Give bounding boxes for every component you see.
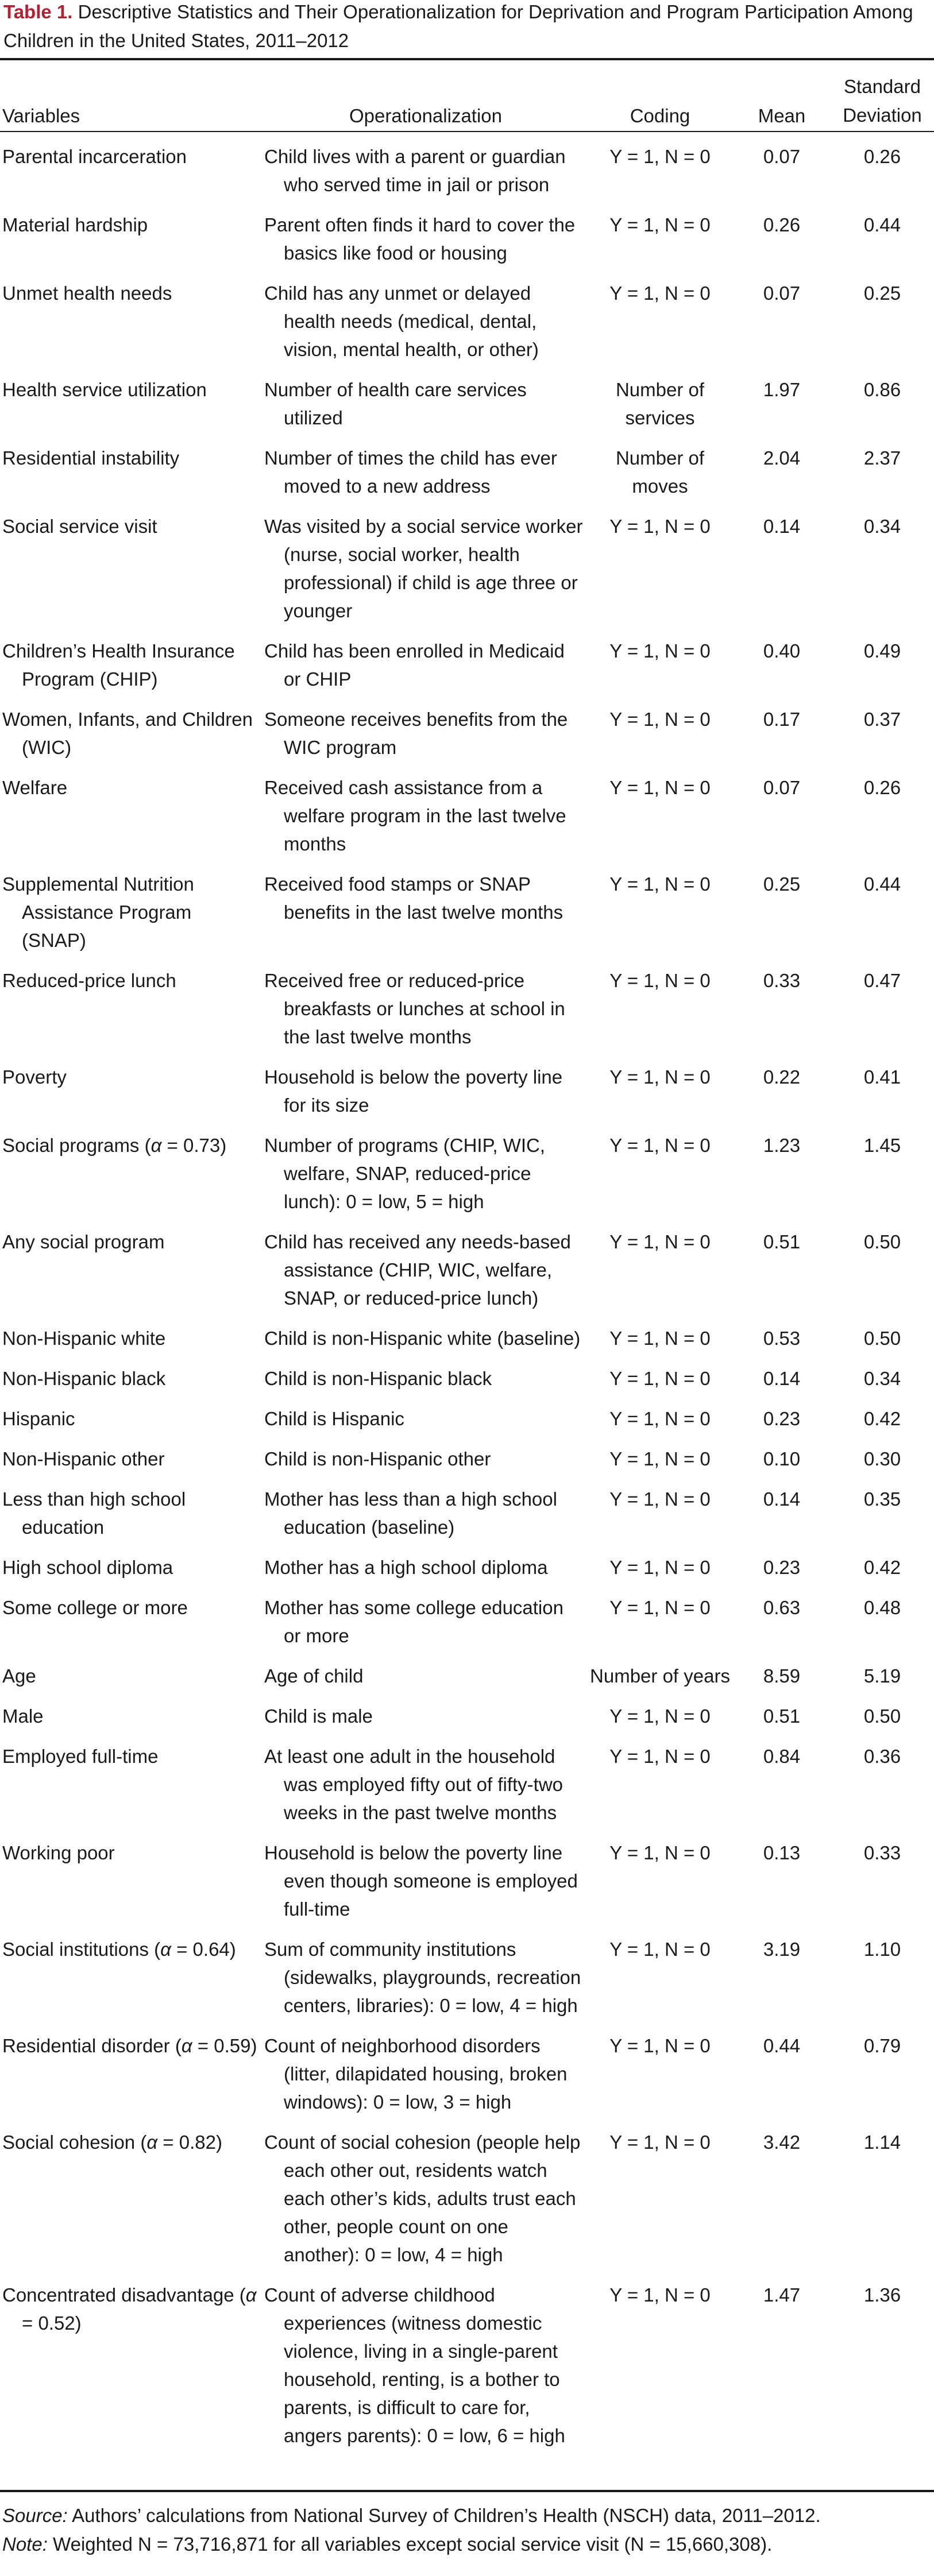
variable-name: Non-Hispanic black	[2, 1368, 166, 1389]
table-row	[0, 1694, 934, 1734]
coding-cell: Y = 1, N = 0	[609, 1939, 711, 1960]
variable-name: Some college or more	[2, 1597, 188, 1618]
variable-name: Poverty	[2, 1066, 67, 1088]
operationalization-cell	[264, 2024, 587, 2120]
alpha-value: = 0.82)	[157, 2132, 222, 2153]
header-variables: Variables	[2, 105, 80, 126]
variable-name: Unmet health needs	[2, 283, 172, 304]
alpha-value: = 0.52)	[22, 2312, 82, 2334]
variable-name-text: Social programs (	[2, 1135, 151, 1156]
variable-name: High school diploma	[2, 1557, 173, 1578]
coding-cell: Y = 1, N = 0	[609, 1328, 711, 1349]
table-row	[0, 1545, 934, 1585]
coding-cell: Y = 1, N = 0	[609, 970, 711, 991]
variable-cell	[0, 1055, 264, 1123]
coding-cell: Y = 1, N = 0	[609, 1066, 711, 1088]
operationalization-cell	[264, 862, 587, 958]
variable-cell	[0, 1585, 264, 1654]
sd-cell: 0.36	[863, 1746, 901, 1767]
mean-cell: 0.63	[763, 1597, 801, 1618]
sd-cell: 0.37	[863, 709, 901, 730]
operationalization-text: Age of child	[264, 1665, 364, 1687]
operationalization-cell	[264, 133, 587, 203]
coding-cell: Y = 1, N = 0	[609, 1746, 711, 1767]
variable-name: Reduced-price lunch	[2, 970, 176, 991]
variable-name	[2, 1935, 260, 1963]
operationalization-text: Child is non-Hispanic white (baseline)	[264, 1328, 581, 1349]
operationalization-text: Parent often finds it hard to cover the basics like food or housing	[264, 214, 576, 264]
alpha-value: = 0.73)	[161, 1135, 227, 1156]
alpha-value: = 0.59)	[192, 2035, 257, 2056]
mean-cell: 3.42	[763, 2132, 801, 2153]
operationalization-cell	[264, 1356, 587, 1397]
mean-cell: 0.25	[763, 873, 801, 895]
operationalization-cell	[264, 368, 587, 436]
sd-cell: 0.26	[863, 777, 901, 798]
mean-cell: 0.23	[763, 1408, 801, 1429]
table-row	[0, 2273, 934, 2454]
variable-cell	[0, 1356, 264, 1397]
sd-cell: 1.45	[863, 1135, 901, 1156]
table-row	[0, 1585, 934, 1654]
variable-cell	[0, 2024, 264, 2120]
sd-cell: 5.19	[863, 1665, 901, 1687]
operationalization-cell	[264, 697, 587, 765]
operationalization-text: Was visited by a social service worker (nurse, social worker, health professional) if child is age three or younger	[264, 516, 583, 621]
mean-cell: 0.14	[763, 1368, 801, 1389]
variable-cell	[0, 1397, 264, 1437]
variable-cell	[0, 1694, 264, 1734]
coding-cell: Number of services	[615, 379, 705, 428]
mean-cell: 2.04	[763, 447, 801, 469]
operationalization-cell	[264, 1927, 587, 2024]
sd-cell: 1.10	[863, 1939, 901, 1960]
variable-cell	[0, 2273, 264, 2454]
variable-cell	[0, 765, 264, 862]
operationalization-cell	[264, 203, 587, 271]
table-notes	[2, 2501, 932, 2559]
variable-name	[2, 2128, 260, 2156]
table-row	[0, 133, 934, 203]
mean-cell: 0.44	[763, 2035, 801, 2056]
bottom-rule	[0, 2490, 934, 2492]
operationalization-cell	[264, 1585, 587, 1654]
variable-name: Non-Hispanic other	[2, 1448, 165, 1469]
table-row	[0, 2024, 934, 2120]
sd-cell: 0.30	[863, 1448, 901, 1469]
variable-cell	[0, 1437, 264, 1477]
coding-cell: Number of years	[590, 1665, 730, 1687]
operationalization-text: Number of programs (CHIP, WIC, welfare, SNAP, reduced-price lunch): 0 = low, 5 = high	[264, 1135, 546, 1212]
alpha-symbol: α	[181, 2035, 192, 2056]
operationalization-cell	[264, 1316, 587, 1356]
variable-name-text: Social institutions (	[2, 1939, 161, 1960]
operationalization-cell	[264, 1831, 587, 1927]
table-row	[0, 1734, 934, 1831]
variable-name-text: Concentrated disadvantage (	[2, 2284, 246, 2306]
operationalization-text: Child is non-Hispanic other	[264, 1448, 491, 1469]
mean-cell: 0.14	[763, 516, 801, 537]
sd-cell: 0.86	[863, 379, 901, 400]
coding-cell: Y = 1, N = 0	[609, 1231, 711, 1252]
operationalization-text: Child is non-Hispanic black	[264, 1368, 492, 1389]
sd-cell: 2.37	[863, 447, 901, 469]
operationalization-cell	[264, 2120, 587, 2273]
sd-cell: 0.34	[863, 1368, 901, 1389]
operationalization-text: Child is male	[264, 1705, 373, 1727]
coding-cell: Y = 1, N = 0	[609, 2284, 711, 2306]
descriptive-statistics-table	[0, 61, 934, 2454]
mean-cell: 3.19	[763, 1939, 801, 1960]
operationalization-cell	[264, 2273, 587, 2454]
operationalization-cell	[264, 1123, 587, 1220]
variable-name: Working poor	[2, 1842, 115, 1863]
sd-cell: 0.34	[863, 516, 901, 537]
coding-cell: Y = 1, N = 0	[609, 146, 711, 167]
table-row	[0, 765, 934, 862]
table-row	[0, 203, 934, 271]
operationalization-cell	[264, 1694, 587, 1734]
table-row	[0, 1654, 934, 1694]
variable-cell	[0, 203, 264, 271]
variable-cell	[0, 504, 264, 629]
mean-cell: 0.26	[763, 214, 801, 235]
table-row	[0, 1437, 934, 1477]
variable-cell	[0, 1220, 264, 1316]
variable-name: Welfare	[2, 777, 68, 798]
operationalization-text: Child is Hispanic	[264, 1408, 404, 1429]
operationalization-text: Child has been enrolled in Medicaid or CHIP	[264, 640, 565, 690]
sd-cell: 0.44	[863, 873, 901, 895]
variable-name: Employed full-time	[2, 1746, 159, 1767]
mean-cell: 0.53	[763, 1328, 801, 1349]
variable-cell	[0, 368, 264, 436]
sd-cell: 0.48	[863, 1597, 901, 1618]
variable-cell	[0, 133, 264, 203]
sd-cell: 0.42	[863, 1557, 901, 1578]
table-caption	[0, 0, 934, 55]
variable-cell	[0, 697, 264, 765]
mean-cell: 0.22	[763, 1066, 801, 1088]
operationalization-text: Received food stamps or SNAP benefits in the last twelve months	[264, 873, 564, 923]
coding-cell: Y = 1, N = 0	[609, 2035, 711, 2056]
sd-cell: 0.47	[863, 970, 901, 991]
mean-cell: 0.40	[763, 640, 801, 662]
mean-cell: 0.14	[763, 1488, 801, 1510]
variable-cell	[0, 1477, 264, 1545]
table-row	[0, 436, 934, 504]
coding-cell: Y = 1, N = 0	[609, 2132, 711, 2153]
operationalization-cell	[264, 271, 587, 368]
sd-cell: 1.36	[863, 2284, 901, 2306]
variable-cell	[0, 1316, 264, 1356]
table-row	[0, 958, 934, 1055]
coding-cell: Y = 1, N = 0	[609, 1488, 711, 1510]
coding-cell: Y = 1, N = 0	[609, 1368, 711, 1389]
operationalization-cell	[264, 504, 587, 629]
table-title: Descriptive Statistics and Their Operationalization for Deprivation and Program Participation Among Children in the United States, 2011–2012	[3, 1, 913, 51]
header-mean: Mean	[758, 105, 806, 126]
variable-cell	[0, 271, 264, 368]
note-text: Weighted N = 73,716,871 for all variables except social service visit (N = 15,660,308).	[47, 2534, 773, 2555]
table-number: Table 1.	[3, 1, 73, 22]
source-label: Source:	[2, 2505, 68, 2526]
variable-name: Age	[2, 1665, 36, 1687]
table-row	[0, 271, 934, 368]
variable-name: Hispanic	[2, 1408, 75, 1429]
table-row	[0, 629, 934, 697]
coding-cell: Y = 1, N = 0	[609, 516, 711, 537]
mean-cell: 1.47	[763, 2284, 801, 2306]
mean-cell: 0.13	[763, 1842, 801, 1863]
operationalization-cell	[264, 1397, 587, 1437]
coding-cell: Y = 1, N = 0	[609, 1597, 711, 1618]
table-row	[0, 1477, 934, 1545]
coding-cell: Y = 1, N = 0	[609, 640, 711, 662]
operationalization-cell	[264, 629, 587, 697]
variable-name: Health service utilization	[2, 379, 207, 400]
sd-cell: 0.50	[863, 1328, 901, 1349]
mean-cell: 0.33	[763, 970, 801, 991]
weighting-note	[2, 2530, 932, 2559]
sd-cell: 0.44	[863, 214, 901, 235]
operationalization-text: Household is below the poverty line for its size	[264, 1066, 563, 1116]
coding-cell: Number of moves	[615, 447, 705, 497]
header-standard-deviation	[831, 61, 934, 133]
variable-cell	[0, 1927, 264, 2024]
coding-cell: Y = 1, N = 0	[609, 873, 711, 895]
sd-cell: 0.42	[863, 1408, 901, 1429]
variable-name-text: Residential disorder (	[2, 2035, 182, 2056]
variable-cell	[0, 1123, 264, 1220]
variable-name: Material hardship	[2, 214, 148, 235]
table-row	[0, 1316, 934, 1356]
table-row	[0, 368, 934, 436]
mean-cell: 8.59	[763, 1665, 801, 1687]
operationalization-text: At least one adult in the household was employed fifty out of fifty-two weeks in the past twelve months	[264, 1746, 564, 1823]
operationalization-text: Count of neighborhood disorders (litter, dilapidated housing, broken windows): 0 = low, 3 = high	[264, 2035, 568, 2113]
variable-cell	[0, 2120, 264, 2273]
note-label: Note:	[2, 2534, 48, 2555]
variable-name: Non-Hispanic white	[2, 1328, 166, 1349]
variable-cell	[0, 629, 264, 697]
header-sd-line1: Standard	[844, 76, 921, 97]
operationalization-text: Someone receives benefits from the WIC program	[264, 709, 568, 758]
mean-cell: 0.07	[763, 777, 801, 798]
table-row	[0, 697, 934, 765]
coding-cell: Y = 1, N = 0	[609, 709, 711, 730]
variable-cell	[0, 1654, 264, 1694]
operationalization-cell	[264, 958, 587, 1055]
mean-cell: 0.23	[763, 1557, 801, 1578]
coding-cell: Y = 1, N = 0	[609, 1448, 711, 1469]
table-row	[0, 1123, 934, 1220]
alpha-symbol: α	[245, 2284, 257, 2306]
header-operationalization: Operationalization	[349, 105, 502, 126]
variable-name	[2, 2032, 260, 2060]
mean-cell: 0.51	[763, 1705, 801, 1727]
sd-cell: 0.33	[863, 1842, 901, 1863]
coding-cell: Y = 1, N = 0	[609, 283, 711, 304]
sd-cell: 0.50	[863, 1705, 901, 1727]
operationalization-text: Mother has less than a high school education (baseline)	[264, 1488, 557, 1538]
operationalization-text: Number of times the child has ever moved to a new address	[264, 447, 557, 497]
operationalization-text: Count of social cohesion (people help each other out, residents watch each other’s kids, adults trust each other, people count on one another): 0 = low, 4 = high	[264, 2132, 581, 2265]
source-note	[2, 2501, 932, 2530]
operationalization-text: Child has received any needs-based assistance (CHIP, WIC, welfare, SNAP, or reduced-price lunch)	[264, 1231, 571, 1309]
variable-name-text: Social cohesion (	[2, 2132, 147, 2153]
sd-cell: 0.35	[863, 1488, 901, 1510]
header-coding: Coding	[630, 105, 690, 126]
sd-cell: 0.79	[863, 2035, 901, 2056]
operationalization-cell	[264, 1545, 587, 1585]
operationalization-text: Child has any unmet or delayed health needs (medical, dental, vision, mental health, or other)	[264, 283, 539, 360]
table-row	[0, 1397, 934, 1437]
variable-name: Residential instability	[2, 447, 180, 469]
table-row	[0, 1831, 934, 1927]
coding-cell: Y = 1, N = 0	[609, 1705, 711, 1727]
alpha-value: = 0.64)	[171, 1939, 236, 1960]
alpha-symbol: α	[146, 2132, 158, 2153]
operationalization-cell	[264, 1055, 587, 1123]
mean-cell: 0.07	[763, 283, 801, 304]
variable-name: Women, Infants, and Children (WIC)	[2, 709, 253, 758]
variable-cell	[0, 1734, 264, 1831]
table-row	[0, 504, 934, 629]
table-row	[0, 1927, 934, 2024]
operationalization-cell	[264, 1734, 587, 1831]
coding-cell: Y = 1, N = 0	[609, 777, 711, 798]
sd-cell: 0.26	[863, 146, 901, 167]
mean-cell: 1.23	[763, 1135, 801, 1156]
source-text: Authors’ calculations from National Survey of Children’s Health (NSCH) data, 2011–2012.	[67, 2505, 821, 2526]
table-body	[0, 133, 934, 2454]
coding-cell: Y = 1, N = 0	[609, 214, 711, 235]
table-row	[0, 1356, 934, 1397]
coding-cell: Y = 1, N = 0	[609, 1135, 711, 1156]
mean-cell: 0.07	[763, 146, 801, 167]
sd-cell: 0.41	[863, 1066, 901, 1088]
header-sd-line2: Deviation	[843, 105, 922, 126]
operationalization-cell	[264, 1220, 587, 1316]
variable-name: Supplemental Nutrition Assistance Program (SNAP)	[2, 873, 194, 951]
alpha-symbol: α	[150, 1135, 162, 1156]
coding-cell: Y = 1, N = 0	[609, 1842, 711, 1863]
mean-cell: 0.84	[763, 1746, 801, 1767]
operationalization-text: Received free or reduced-price breakfasts or lunches at school in the last twelve months	[264, 970, 565, 1047]
table-row	[0, 1055, 934, 1123]
operationalization-text: Household is below the poverty line even though someone is employed full-time	[264, 1842, 578, 1920]
variable-name: Children’s Health Insurance Program (CHIP)	[2, 640, 235, 690]
table-row	[0, 862, 934, 958]
coding-cell: Y = 1, N = 0	[609, 1557, 711, 1578]
variable-cell	[0, 862, 264, 958]
variable-name: Social service visit	[2, 516, 157, 537]
operationalization-cell	[264, 1437, 587, 1477]
variable-name: Any social program	[2, 1231, 165, 1252]
variable-name: Male	[2, 1705, 44, 1727]
mean-cell: 0.10	[763, 1448, 801, 1469]
sd-cell: 1.14	[863, 2132, 901, 2153]
operationalization-text: Received cash assistance from a welfare program in the last twelve months	[264, 777, 566, 854]
operationalization-cell	[264, 765, 587, 862]
coding-cell: Y = 1, N = 0	[609, 1408, 711, 1429]
table-row	[0, 2120, 934, 2273]
top-rule	[0, 58, 934, 60]
operationalization-text: Mother has a high school diploma	[264, 1557, 548, 1578]
variable-name: Less than high school education	[2, 1488, 186, 1538]
mean-cell: 0.51	[763, 1231, 801, 1252]
variable-cell	[0, 958, 264, 1055]
operationalization-cell	[264, 1654, 587, 1694]
operationalization-text: Sum of community institutions (sidewalks, playgrounds, recreation centers, libraries): 0 = low, 4 = high	[264, 1939, 581, 2016]
operationalization-text: Mother has some college education or more	[264, 1597, 564, 1646]
sd-cell: 0.50	[863, 1231, 901, 1252]
operationalization-cell	[264, 436, 587, 504]
operationalization-text: Count of adverse childhood experiences (witness domestic violence, living in a single-parent household, renting, is a bother to parents, is difficult to care for, angers parents): 0 = low, 6 = high	[264, 2284, 565, 2446]
operationalization-text: Number of health care services utilized	[264, 379, 527, 428]
sd-cell: 0.25	[863, 283, 901, 304]
alpha-symbol: α	[160, 1939, 171, 1960]
variable-name	[2, 2281, 260, 2337]
mean-cell: 1.97	[763, 379, 801, 400]
operationalization-text: Child lives with a parent or guardian who served time in jail or prison	[264, 146, 566, 195]
table-row	[0, 1220, 934, 1316]
variable-cell	[0, 1831, 264, 1927]
mean-cell: 0.17	[763, 709, 801, 730]
variable-name: Parental incarceration	[2, 146, 187, 167]
sd-cell: 0.49	[863, 640, 901, 662]
variable-cell	[0, 436, 264, 504]
variable-cell	[0, 1545, 264, 1585]
table-header-row	[0, 61, 934, 133]
variable-name	[2, 1131, 260, 1159]
operationalization-cell	[264, 1477, 587, 1545]
